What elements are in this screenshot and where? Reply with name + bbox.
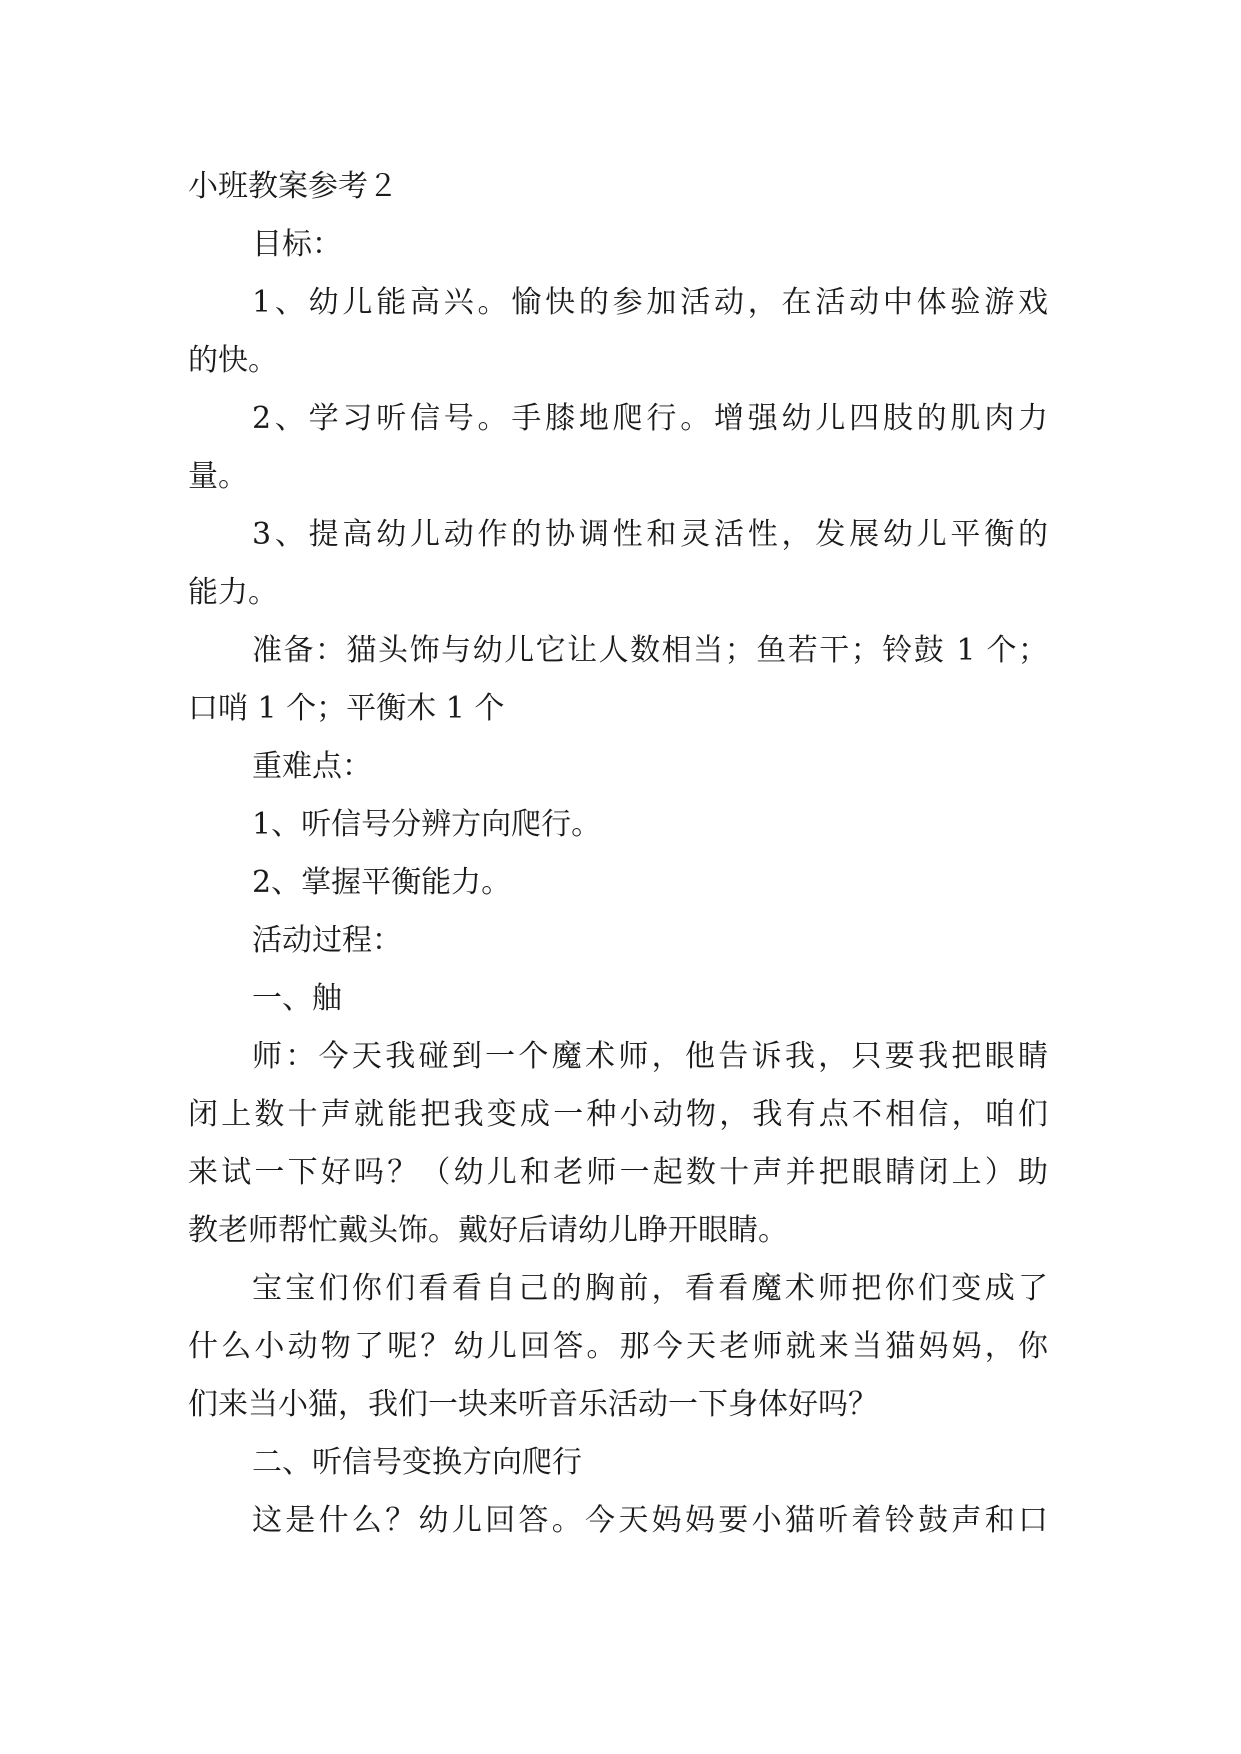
text-line: 准备：猫头饰与幼儿它让人数相当；鱼若干；铃鼓 1 个； [252,633,1048,668]
text-line: 来试一下好吗？（幼儿和老师一起数十声并把眼睛闭上）助 [188,1155,1048,1190]
text-line: 1、幼儿能高兴。愉快的参加活动，在活动中体验游戏 [252,285,1048,320]
text-line: 重难点： [252,749,372,784]
text-line: 这是什么？幼儿回答。今天妈妈要小猫听着铃鼓声和口 [252,1503,1048,1538]
text-line: 3、提高幼儿动作的协调性和灵活性，发展幼儿平衡的 [252,517,1048,552]
document-paragraphs [188,216,1048,1550]
text-line: 什么小动物了呢？幼儿回答。那今天老师就来当猫妈妈，你 [188,1329,1048,1364]
text-line: 的快。 [188,343,278,378]
text-line: 教老师帮忙戴头饰。戴好后请幼儿睁开眼睛。 [188,1213,788,1248]
text-line: 1、听信号分辨方向爬行。 [252,807,602,842]
text-line: 师：今天我碰到一个魔术师，他告诉我，只要我把眼睛 [252,1039,1048,1074]
text-line: 目标： [252,227,342,262]
text-line: 宝宝们你们看看自己的胸前，看看魔术师把你们变成了 [252,1271,1048,1306]
text-line: 们来当小猫，我们一块来听音乐活动一下身体好吗？ [188,1387,878,1422]
text-line: 一、舳 [252,981,342,1016]
text-line: 口哨 1 个；平衡木 1 个 [188,691,505,726]
document-title: 小班教案参考２ [188,169,398,204]
text-line: 2、学习听信号。手膝地爬行。增强幼儿四肢的肌肉力 [252,401,1048,436]
text-line: 量。 [188,459,248,494]
text-line: 活动过程： [252,923,402,958]
text-line: 闭上数十声就能把我变成一种小动物，我有点不相信，咱们 [188,1097,1048,1132]
text-line: 能力。 [188,575,278,610]
text-line: 二、听信号变换方向爬行 [252,1445,582,1480]
text-line: 2、掌握平衡能力。 [252,865,512,900]
document-body [188,158,1048,1550]
